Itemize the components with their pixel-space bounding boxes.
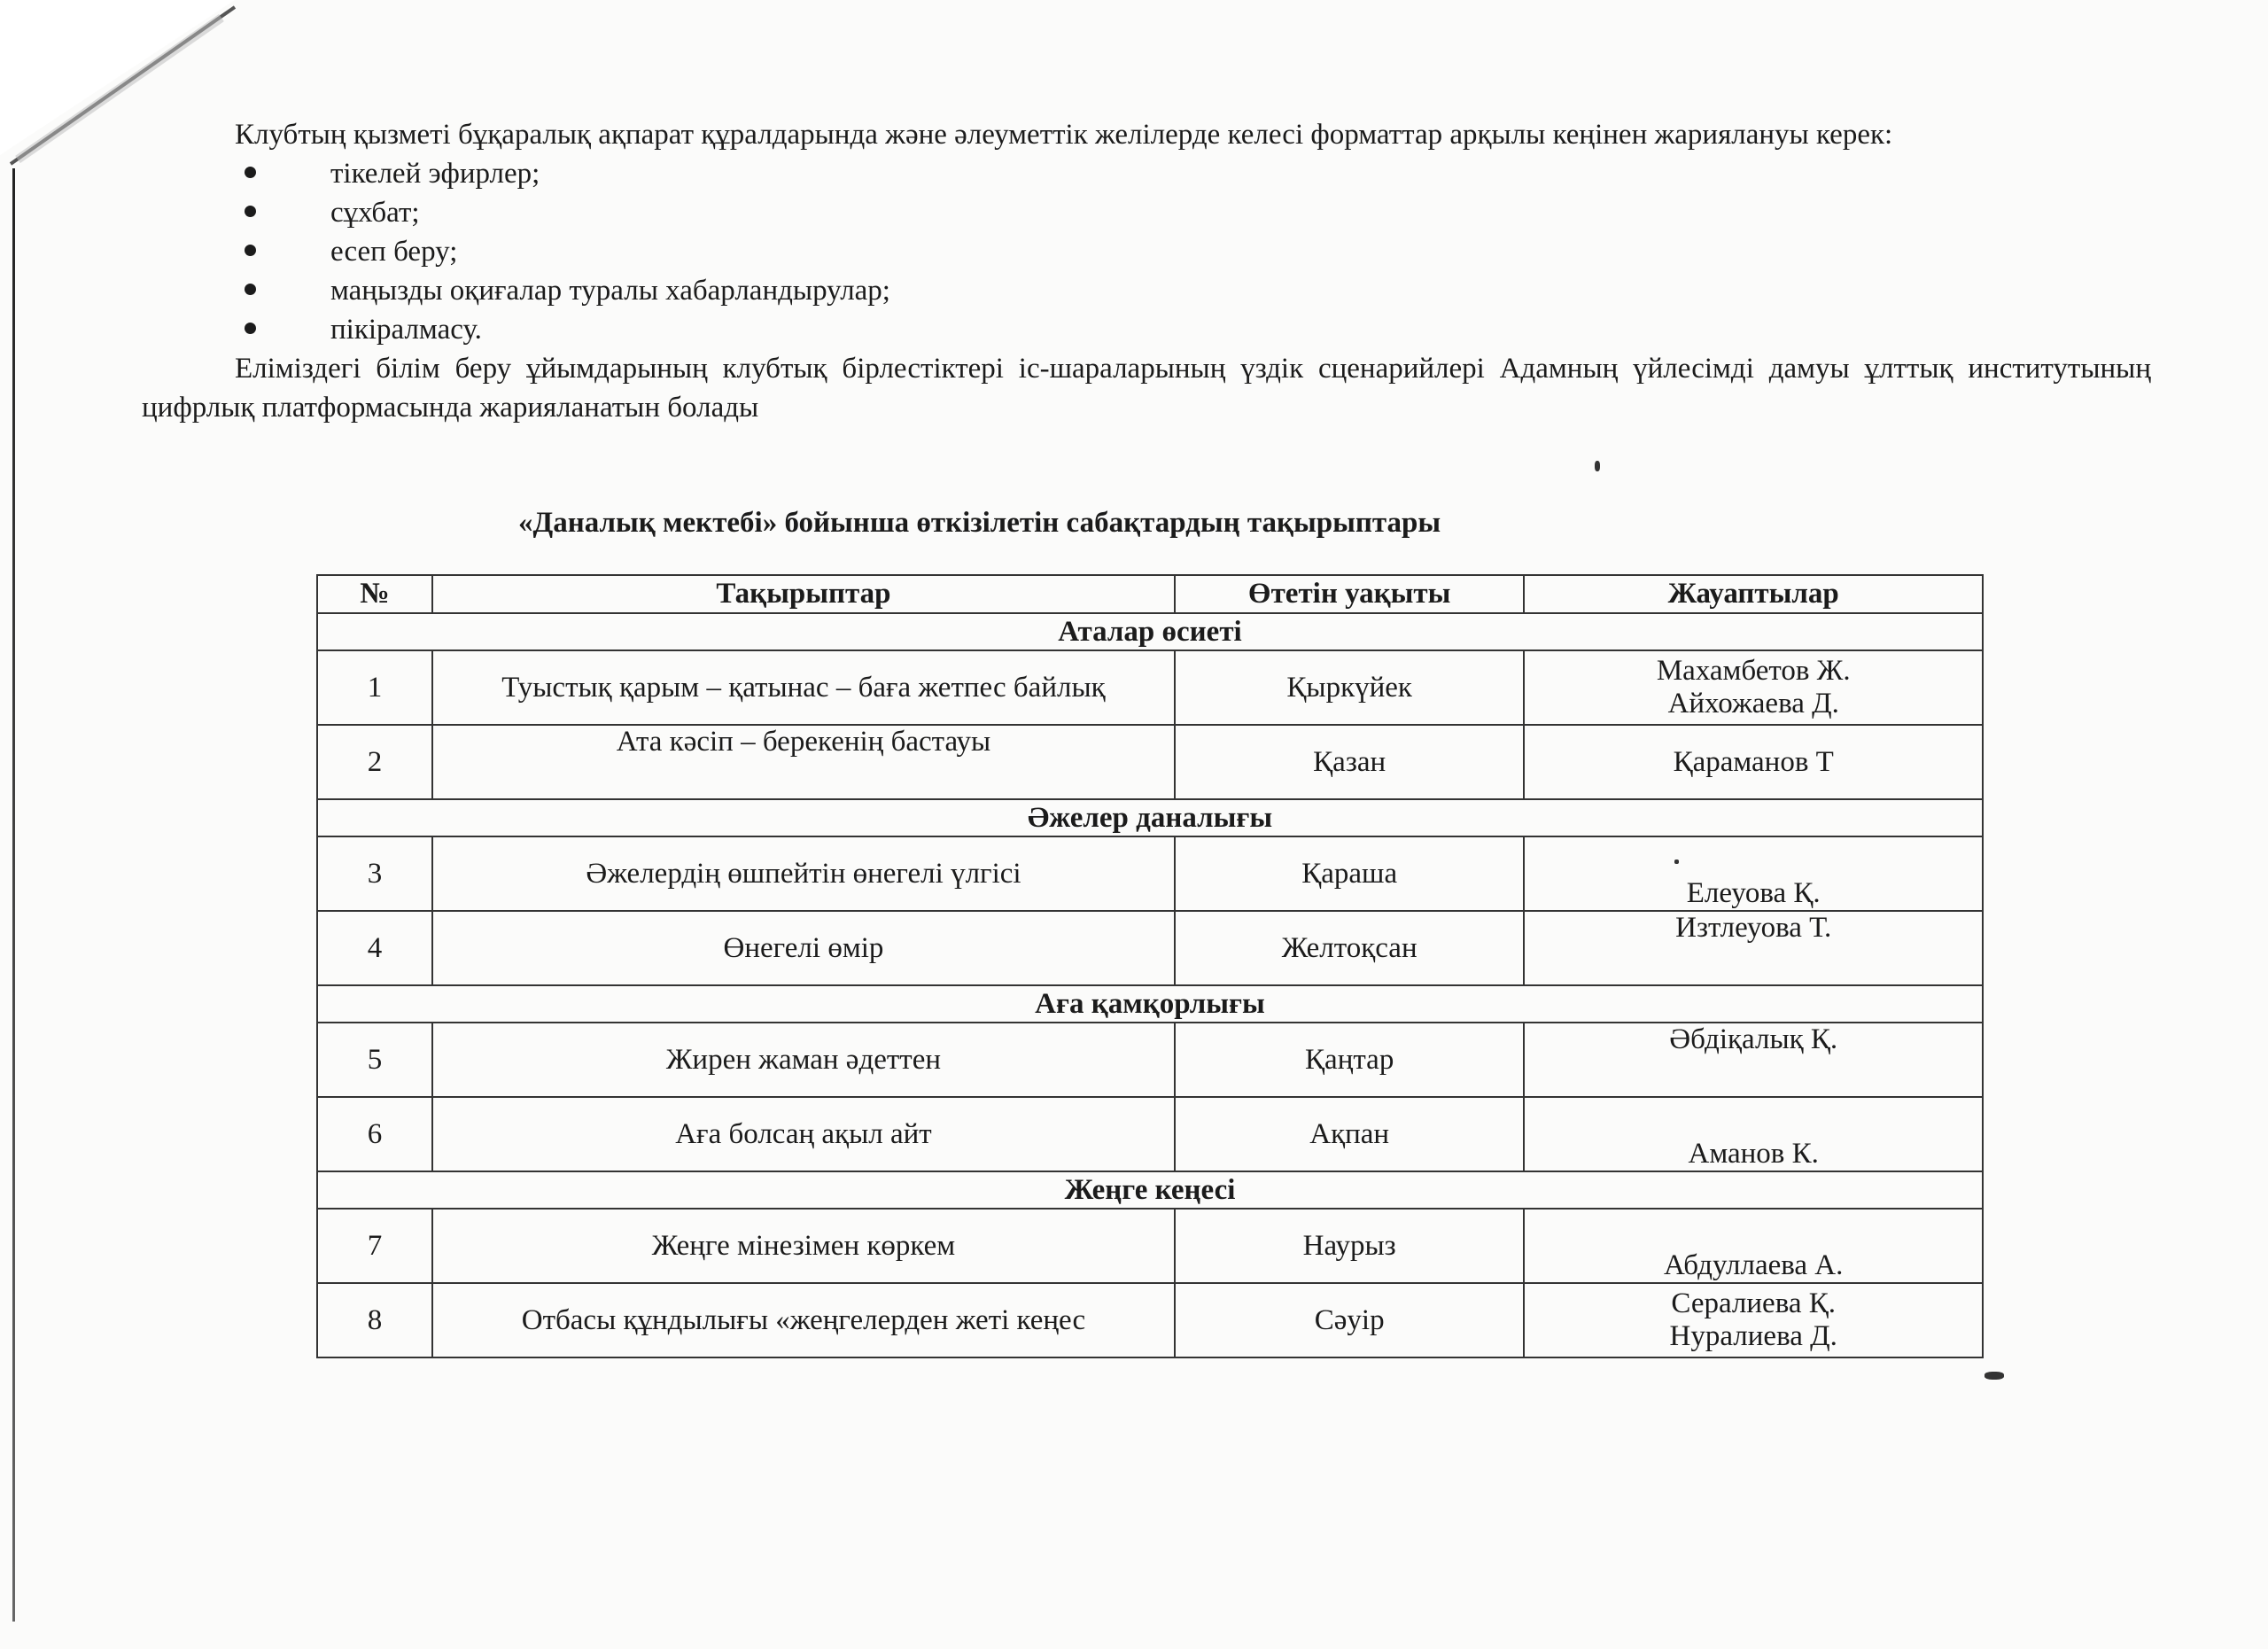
cell-number: 3 (317, 836, 432, 911)
group-title: Әжелер даналығы (317, 799, 1983, 836)
list-item: пікіралмасу. (142, 310, 2153, 349)
bullet-icon (245, 323, 256, 334)
cell-topic: Отбасы құндылығы «жеңгелерден жеті кеңес (432, 1283, 1175, 1357)
table-row (317, 1023, 1983, 1097)
topics-table (316, 574, 1984, 1358)
cell-responsible (1524, 725, 1983, 799)
group-title: Аталар өсиеті (317, 613, 1983, 650)
cell-time: Қазан (1175, 725, 1525, 799)
cell-responsible (1524, 911, 1983, 985)
table-row (317, 725, 1983, 799)
responsible-name: Сералиева Қ. (1671, 1287, 1836, 1319)
list-item: сұхбат; (142, 193, 2153, 232)
responsible-name: Әбдіқалық Қ. (1669, 1023, 1838, 1055)
group-row (317, 799, 1983, 836)
intro-section (142, 115, 2153, 349)
group-row (317, 1171, 1983, 1209)
cell-number: 6 (317, 1097, 432, 1171)
header-responsible: Жауаптылар (1524, 575, 1983, 613)
cell-topic: Өнегелі өмір (432, 911, 1175, 985)
cell-responsible (1524, 650, 1983, 725)
table-row (317, 1209, 1983, 1283)
cell-time: Ақпан (1175, 1097, 1525, 1171)
responsible-name: Изтлеуова Т. (1675, 912, 1832, 944)
cell-time: Сәуір (1175, 1283, 1525, 1357)
header-time: Өтетін уақыты (1175, 575, 1525, 613)
table-title: «Даналық мектебі» бойынша өткізілетін сабақтардың тақырыптары (518, 507, 1441, 539)
cell-number: 1 (317, 650, 432, 725)
cell-number: 5 (317, 1023, 432, 1097)
scan-left-edge (12, 168, 15, 1622)
table-row (317, 911, 1983, 985)
cell-time: Желтоқсан (1175, 911, 1525, 985)
responsible-name: Нуралиева Д. (1669, 1320, 1837, 1352)
cell-time: Қаңтар (1175, 1023, 1525, 1097)
table-row (317, 1097, 1983, 1171)
cell-topic: Жеңге мінезімен көркем (432, 1209, 1175, 1283)
platform-paragraph: Еліміздегі білім беру ұйымдарының клубтық бірлестіктері іс-шараларының үздік сценарийлері Адамның үйлесімді дамуы ұлттық институтының цифрлық платформасында жарияланатын болады (142, 353, 2151, 424)
cell-time: Қараша (1175, 836, 1525, 911)
cell-number: 8 (317, 1283, 432, 1357)
cell-topic: Туыстық қарым – қатынас – баға жетпес байлық (432, 650, 1175, 725)
group-title: Жеңге кеңесі (317, 1171, 1983, 1209)
table-row (317, 1283, 1983, 1357)
responsible-name: Махамбетов Ж. (1656, 655, 1851, 687)
header-number: № (317, 575, 432, 613)
bullet-icon (245, 206, 256, 217)
cell-topic: Ата кәсіп – берекенің бастауы (432, 725, 1175, 799)
group-row (317, 613, 1983, 650)
responsible-name: Абдуллаева А. (1664, 1249, 1844, 1281)
cell-responsible (1524, 1209, 1983, 1283)
group-row (317, 985, 1983, 1023)
table-row (317, 650, 1983, 725)
responsible-name: Аманов К. (1688, 1138, 1819, 1170)
bullet-icon (245, 167, 256, 178)
format-list (142, 154, 2153, 349)
cell-responsible (1524, 1283, 1983, 1357)
bullet-icon (245, 284, 256, 295)
list-item: маңызды оқиғалар туралы хабарландырулар; (142, 271, 2153, 310)
responsible-name: Қараманов Т (1673, 745, 1834, 778)
header-topics: Тақырыптар (432, 575, 1175, 613)
bullet-icon (245, 245, 256, 256)
cell-responsible (1524, 1097, 1983, 1171)
cell-time: Қыркүйек (1175, 650, 1525, 725)
cell-time: Наурыз (1175, 1209, 1525, 1283)
responsible-name: Елеуова Қ. (1686, 877, 1821, 909)
cell-topic: Әжелердің өшпейтін өнегелі үлгісі (432, 836, 1175, 911)
cell-number: 7 (317, 1209, 432, 1283)
cell-topic: Аға болсаң ақыл айт (432, 1097, 1175, 1171)
table-header-row (317, 575, 1983, 613)
table-row (317, 836, 1983, 911)
cell-topic: Жирен жаман әдеттен (432, 1023, 1175, 1097)
responsible-name: Айхожаева Д. (1667, 688, 1839, 719)
list-item: есеп беру; (142, 232, 2153, 271)
cell-responsible (1524, 1023, 1983, 1097)
group-title: Аға қамқорлығы (317, 985, 1983, 1023)
list-item: тікелей эфирлер; (142, 154, 2153, 193)
cell-number: 2 (317, 725, 432, 799)
cell-responsible (1524, 836, 1983, 911)
intro-lead: Клубтың қызметі бұқаралық ақпарат құралдарында және әлеуметтік желілерде келесі форматтар арқылы кеңінен жариялануы керек: (235, 119, 1893, 151)
cell-number: 4 (317, 911, 432, 985)
